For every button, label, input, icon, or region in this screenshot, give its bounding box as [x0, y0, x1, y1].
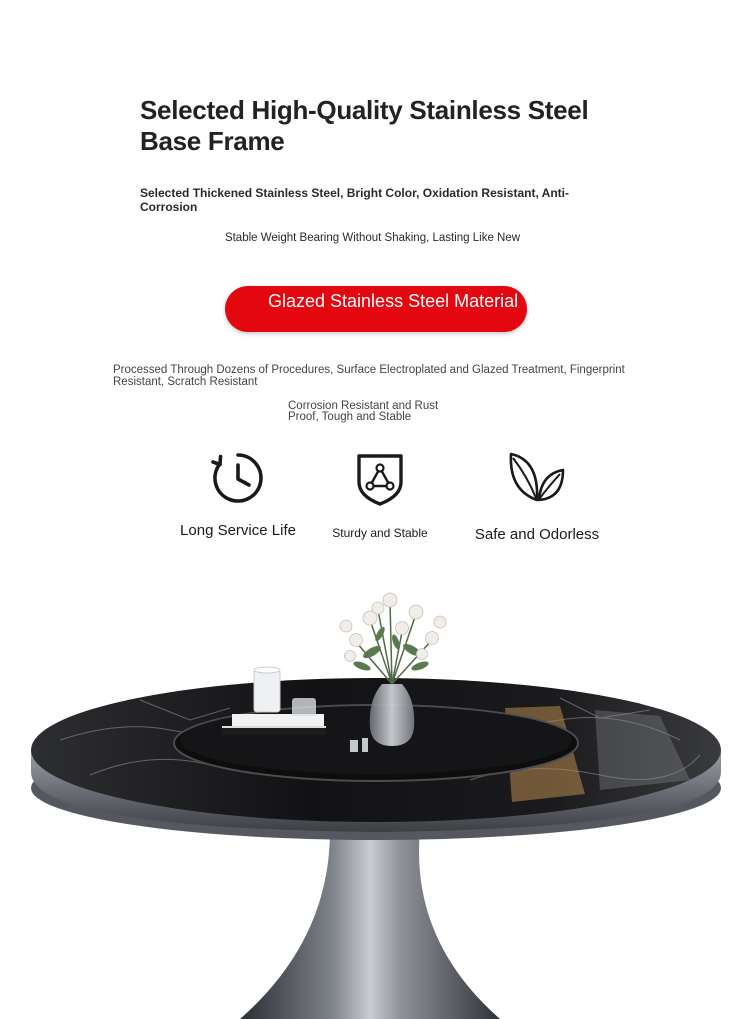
feature-sturdy-and-stable — [320, 450, 440, 540]
page-title: Selected High-Quality Stainless Steel Base Frame — [140, 95, 589, 156]
leaf-icon — [505, 450, 569, 506]
material-badge-label: Glazed Stainless Steel Material — [268, 291, 519, 311]
subtitle: Selected Thickened Stainless Steel, Bright Color, Oxidation Resistant, Anti-Corrosion — [140, 186, 569, 214]
corrosion-description: Corrosion Resistant and Rust Proof, Tough and Stable — [288, 400, 439, 423]
feature-label: Safe and Odorless — [474, 526, 600, 543]
feature-label: Sturdy and Stable — [332, 526, 428, 540]
product-photo — [0, 580, 750, 1019]
stability-note: Stable Weight Bearing Without Shaking, Lasting Like New — [224, 232, 521, 244]
clock-history-icon — [208, 448, 268, 508]
feature-long-service-life — [170, 448, 306, 539]
feature-label: Long Service Life — [180, 522, 296, 539]
material-badge — [225, 286, 527, 332]
process-description: Processed Through Dozens of Procedures, Surface Electroplated and Glazed Treatment, Fingerprint Resistant, Scratch Resistant — [113, 364, 625, 388]
feature-safe-and-odorless — [466, 450, 608, 543]
shield-triangle-icon — [354, 450, 406, 508]
marble-table-illustration — [0, 580, 750, 1019]
